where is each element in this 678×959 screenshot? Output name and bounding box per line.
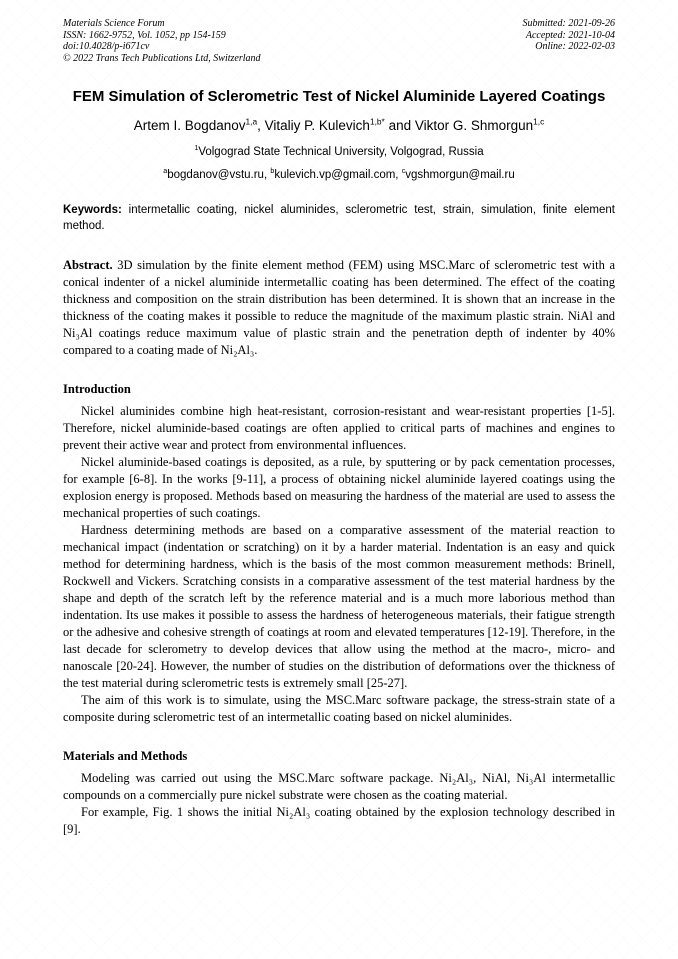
affiliation-line — [63, 145, 615, 160]
author-superscript: 1,c — [533, 116, 545, 127]
body-paragraph: Nickel aluminide-based coatings is deposited, as a rule, by sputtering or by pack cementation processes, for example [6-8]. In the works [9-11], a process of obtaining nickel aluminide layered coatings using the explosion energy is proposed. Methods based on measuring the hardness of the material are used to assess the mechanical properties of such coatings. — [63, 455, 615, 520]
affiliation-superscript: 1 — [194, 144, 199, 153]
copyright-line: © 2022 Trans Tech Publications Ltd, Switzerland — [63, 52, 261, 64]
body-paragraph: For example, Fig. 1 shows the initial Ni₂Al₃ coating obtained by the explosion technology described in [9]. — [63, 805, 615, 836]
journal-header — [63, 18, 615, 64]
abstract-text: 3D simulation by the finite element method (FEM) using MSC.Marc of sclerometric test with a conical indenter of a nickel aluminide intermetallic coating has been determined. The effect of the coating thickness and composition on the strain distribution has been determined. It is shown that an increase in the thickness of the coating makes it possible to reduce the magnitude of the maximum plastic strain. NiAl and Ni₃Al coatings reduce maximum value of plastic strain and the penetration depth of indenter by 40% compared to a coating made of Ni₂Al₃. — [63, 258, 615, 357]
author-superscript: 1,a — [245, 116, 258, 127]
paper-title: FEM Simulation of Sclerometric Test of Nickel Aluminide Layered Coatings — [72, 88, 606, 105]
doi-line: doi:10.4028/p-i671cv — [63, 41, 150, 52]
affiliation-text: Volgograd State Technical University, Volgograd, Russia — [198, 146, 484, 158]
body-paragraph: Modeling was carried out using the MSC.Marc software package. Ni₂Al₃, NiAl, Ni₃Al intermetallic compounds on a commercially pure nickel substrate were chosen as the coating material. — [63, 771, 615, 802]
emails-line — [63, 168, 615, 183]
author-name: and Viktor G. Shmorgun — [384, 118, 534, 133]
email-superscript: a — [163, 167, 168, 176]
accepted-date: Accepted: 2021-10-04 — [525, 29, 615, 41]
email-superscript: c — [401, 167, 406, 176]
section-heading: Materials and Methods — [63, 749, 188, 763]
abstract-label: Abstract. — [63, 258, 113, 272]
author-superscript: 1,b* — [369, 116, 385, 127]
body-paragraph: Nickel aluminides combine high heat-resistant, corrosion-resistant and wear-resistant properties [1-5]. Therefore, nickel aluminide-based coatings are often applied to critical parts of machines and engines to prevent their active wear and protect from environmental influences. — [63, 404, 615, 452]
body-paragraph: The aim of this work is to simulate, using the MSC.Marc software package, the stress-strain state of a composite during sclerometric test of an intermetallic coating based on nickel aluminides. — [63, 693, 615, 724]
journal-name: Materials Science Forum — [63, 18, 165, 29]
section-materials-and-methods — [63, 748, 615, 838]
section-introduction — [63, 381, 615, 726]
email-superscript: b — [270, 167, 275, 176]
keywords-line — [63, 203, 615, 234]
issn-volume-pages: ISSN: 1662-9752, Vol. 1052, pp 154-159 — [63, 29, 226, 41]
authors-line — [63, 116, 615, 135]
email-address: vgshmorgun@mail.ru — [405, 169, 515, 181]
keywords-label: Keywords: — [63, 204, 122, 216]
keywords-text: intermetallic coating, nickel aluminides, sclerometric test, strain, simulation, finite element method. — [63, 204, 615, 232]
journal-header-left — [63, 18, 261, 64]
journal-header-right — [523, 18, 616, 53]
email-address: bogdanov@vstu.ru, — [167, 169, 271, 181]
submitted-date: Submitted: 2021-09-26 — [522, 18, 615, 29]
body-paragraph: Hardness determining methods are based on a comparative assessment of the material reaction to mechanical impact (indentation or scratching) on it by a harder material. Indentation is an easy and quick method for determining hardness, which is the basis of the most common measurement methods: Brinell, Rockwell and Vickers. Scratching consists in a comparative assessment of the test material hardness by the shape and depth of the scratch left by the reference material and is a much more laborious method than indentation. Its use makes it possible to assess the hardness of heterogeneous materials, their fatigue strength or the adhesive and cohesive strength of coatings at room and elevated temperatures [12-19]. Therefore, in the last decade for sclerometry to develop devices that allow using the method at the macro-, micro- and nanoscale [20-24]. However, the number of studies on the distribution of deformations over the thickness of the test material during sclerometric tests is extremely small [25-27]. — [63, 523, 615, 690]
author-name: , Vitaliy P. Kulevich — [257, 118, 370, 133]
author-name: Artem I. Bogdanov — [133, 118, 246, 133]
email-address: kulevich.vp@gmail.com, — [274, 169, 402, 181]
abstract-paragraph — [63, 257, 615, 359]
online-date: Online: 2022-02-03 — [535, 41, 615, 52]
section-heading: Introduction — [63, 382, 131, 396]
